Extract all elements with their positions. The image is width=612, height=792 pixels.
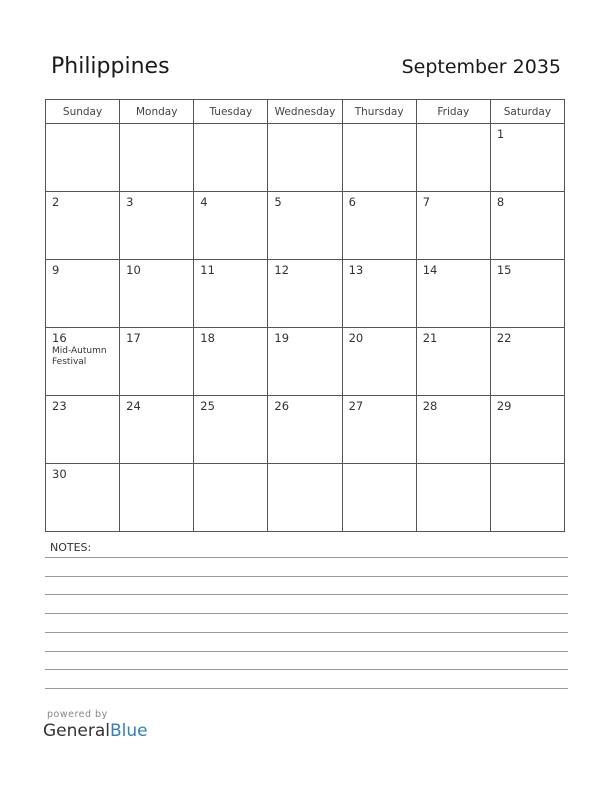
day-cell [342, 260, 416, 328]
day-number: 7 [422, 195, 431, 209]
day-cell [416, 328, 490, 396]
week-row [46, 396, 565, 464]
day-cell [120, 328, 194, 396]
day-number: 18 [200, 331, 215, 345]
day-cell [120, 192, 194, 260]
day-cell [490, 260, 564, 328]
weekday-thursday: Thursday [342, 100, 416, 124]
day-number: 4 [200, 195, 208, 209]
day-cell [194, 328, 268, 396]
day-cell [342, 124, 416, 192]
note-line [45, 688, 568, 689]
day-number: 5 [274, 195, 282, 209]
day-number: 13 [348, 263, 364, 277]
day-number: 16 [52, 331, 67, 345]
day-number: 10 [126, 263, 141, 277]
day-cell [120, 124, 194, 192]
note-line [45, 613, 568, 614]
day-cell [120, 464, 194, 532]
day-cell [46, 464, 120, 532]
day-number: 19 [274, 331, 290, 345]
note-line [45, 632, 568, 633]
month-year-title: September 2035 [401, 56, 561, 78]
week-row [46, 260, 565, 328]
day-cell [268, 260, 342, 328]
day-cell [268, 464, 342, 532]
weekday-tuesday: Tuesday [194, 100, 268, 124]
day-cell [416, 396, 490, 464]
week-row [46, 124, 565, 192]
powered-by-text: powered by [47, 709, 108, 720]
day-cell [46, 328, 120, 396]
day-number: 21 [422, 331, 438, 345]
generalblue-logo [43, 721, 148, 741]
week-row [46, 192, 565, 260]
holiday-label-line: Festival [52, 357, 87, 367]
country-title: Philippines [51, 54, 170, 79]
day-cell [416, 464, 490, 532]
day-number: 20 [348, 331, 364, 345]
logo-blue-text: Blue [110, 721, 148, 741]
day-cell [490, 396, 564, 464]
day-cell [342, 464, 416, 532]
day-cell [416, 124, 490, 192]
day-cell [194, 124, 268, 192]
day-cell [416, 260, 490, 328]
day-cell [194, 260, 268, 328]
day-number: 1 [496, 127, 505, 141]
day-number: 30 [52, 467, 67, 481]
day-cell [268, 192, 342, 260]
day-number: 8 [496, 195, 505, 209]
day-cell [490, 192, 564, 260]
day-cell [120, 260, 194, 328]
day-number: 27 [348, 399, 364, 413]
day-cell [416, 192, 490, 260]
day-cell [342, 328, 416, 396]
note-line [45, 594, 568, 595]
day-number: 26 [274, 399, 290, 413]
weekday-monday: Monday [120, 100, 194, 124]
day-cell [120, 396, 194, 464]
day-number: 29 [496, 399, 512, 413]
weekday-header-row [46, 100, 565, 124]
day-cell [46, 396, 120, 464]
day-cell [268, 396, 342, 464]
weekday-sunday: Sunday [46, 100, 120, 124]
day-cell [46, 124, 120, 192]
day-number: 2 [52, 195, 60, 209]
day-number: 23 [52, 399, 67, 413]
day-number: 11 [200, 263, 215, 277]
weekday-saturday: Saturday [490, 100, 564, 124]
day-cell [490, 464, 564, 532]
day-cell [46, 260, 120, 328]
notes-label: NOTES: [50, 541, 92, 554]
day-number: 25 [200, 399, 215, 413]
day-cell [46, 192, 120, 260]
note-line [45, 576, 568, 577]
day-cell [490, 124, 564, 192]
note-line [45, 557, 568, 558]
weekday-wednesday: Wednesday [268, 100, 342, 124]
day-number: 22 [496, 331, 512, 345]
day-number: 9 [52, 263, 60, 277]
day-cell [342, 396, 416, 464]
day-number: 17 [126, 331, 141, 345]
calendar-grid [45, 99, 565, 532]
holiday-label [52, 346, 119, 368]
day-cell [194, 464, 268, 532]
day-number: 14 [422, 263, 438, 277]
week-row [46, 328, 565, 396]
holiday-label-line: Mid-Autumn [52, 346, 107, 356]
day-number: 15 [496, 263, 512, 277]
day-cell [268, 124, 342, 192]
note-line [45, 651, 568, 652]
day-number: 24 [126, 399, 141, 413]
day-number: 28 [422, 399, 438, 413]
day-cell [342, 192, 416, 260]
week-row [46, 464, 565, 532]
day-cell [490, 328, 564, 396]
logo-general-text: General [43, 721, 110, 741]
day-number: 12 [274, 263, 290, 277]
day-number: 6 [348, 195, 356, 209]
day-cell [194, 396, 268, 464]
day-cell [194, 192, 268, 260]
day-number: 3 [126, 195, 134, 209]
note-line [45, 669, 568, 670]
day-cell [268, 328, 342, 396]
weekday-friday: Friday [416, 100, 490, 124]
